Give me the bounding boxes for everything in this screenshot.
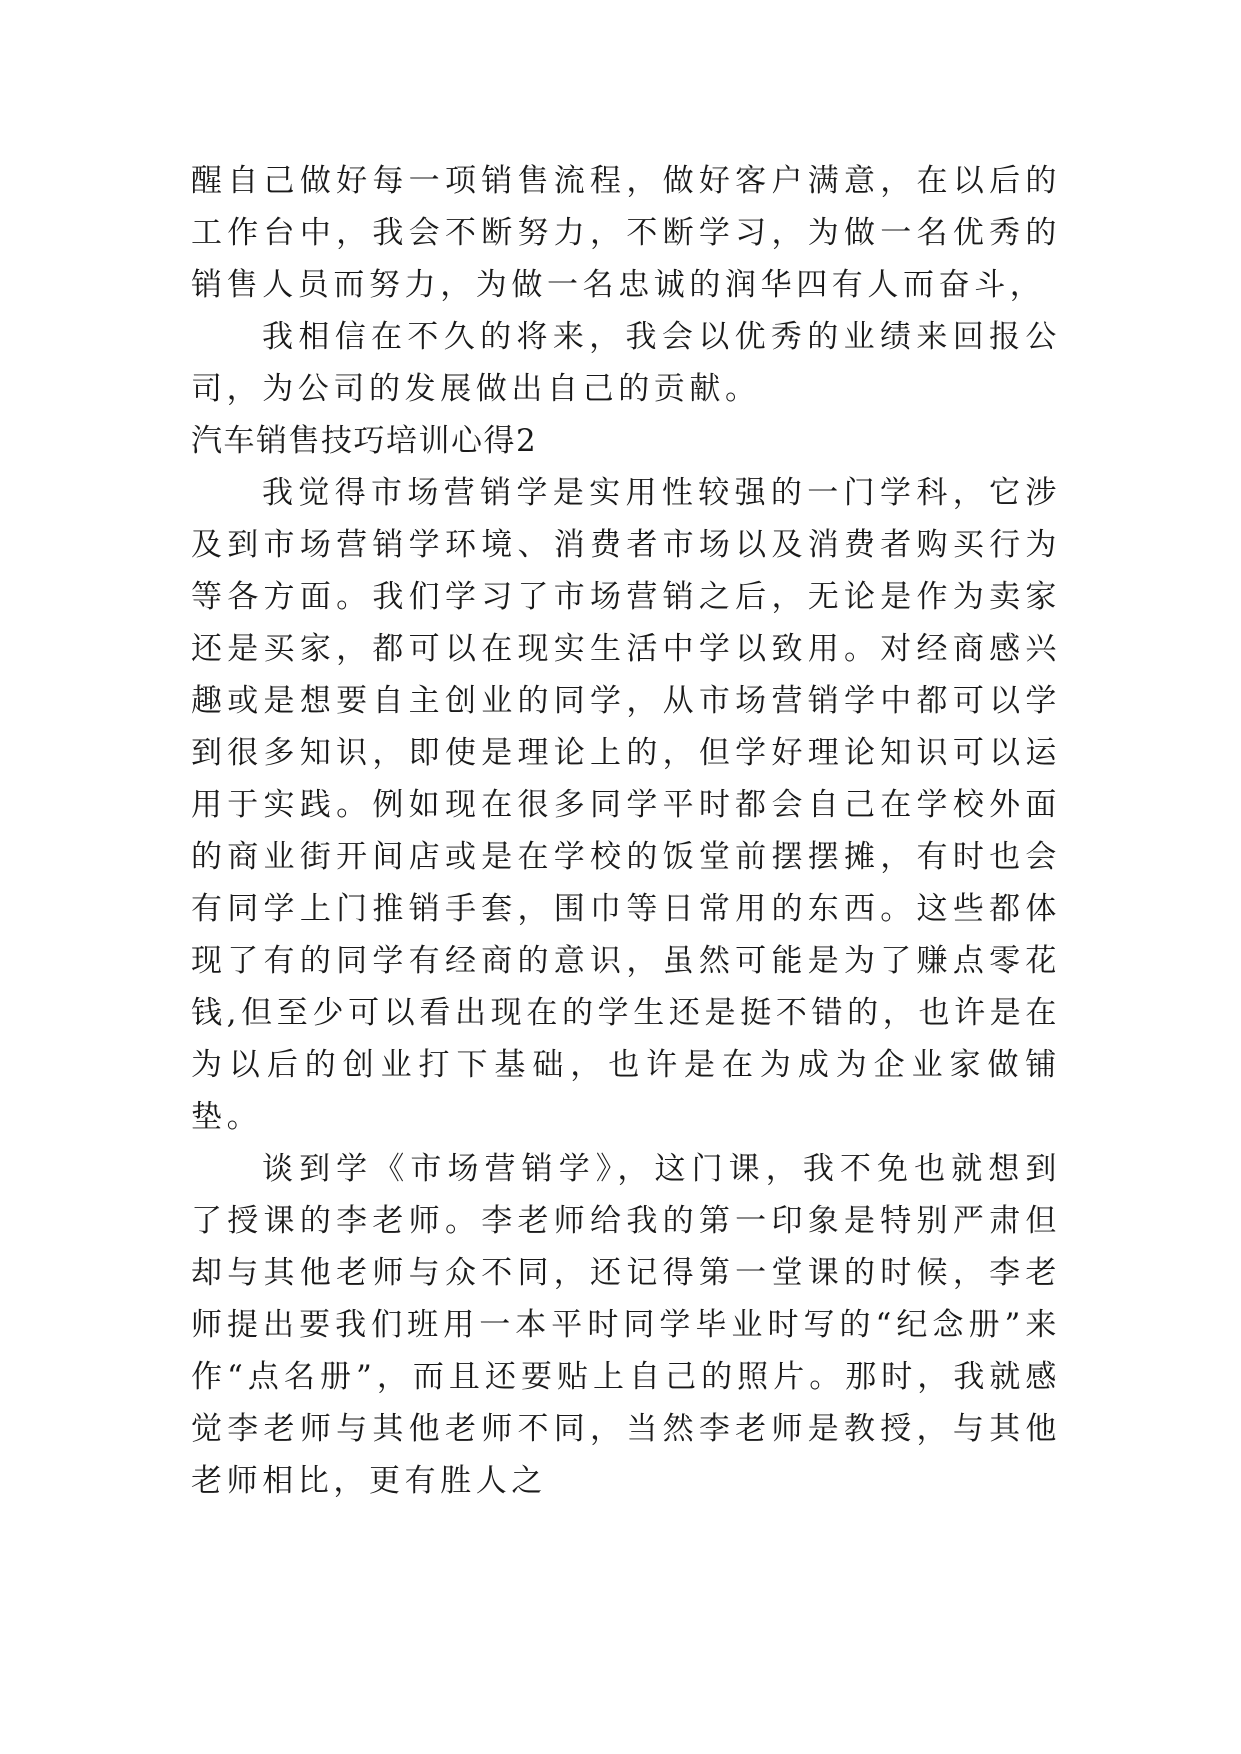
paragraph-closing: 我相信在不久的将来，我会以优秀的业绩来回报公司，为公司的发展做出自己的贡献。 [191,319,1061,407]
paragraph-marketing: 我觉得市场营销学是实用性较强的一门学科，它涉及到市场营销学环境、消费者市场以及消费者购买行为等各方面。我们学习了市场营销之后，无论是作为卖家还是买家，都可以在现实生活中学以致用。对经商感兴趣或是想要自主创业的同学，从市场营销学中都可以学到很多知识，即使是理论上的，但学好理论知识可以运用于实践。例如现在很多同学平时都会自己在学校外面的商业街开间店或是在学校的饭堂前摆摆摊，有时也会有同学上门推销手套，围巾等日常用的东西。这些都体现了有的同学有经商的意识，虽然可能是为了赚点零花钱,但至少可以看出现在的学生还是挺不错的，也许是在为以后的创业打下基础，也许是在为成为企业家做铺垫。 [191,475,1061,1135]
paragraph-continuation: 醒自己做好每一项销售流程，做好客户满意，在以后的工作台中，我会不断努力，不断学习，为做一名优秀的销售人员而努力，为做一名忠诚的润华四有人而奋斗， [191,163,1061,303]
paragraph-teacher: 谈到学《市场营销学》，这门课，我不免也就想到了授课的李老师。李老师给我的第一印象是特别严肃但却与其他老师与众不同，还记得第一堂课的时候，李老师提出要我们班用一本平时同学毕业时写的“纪念册”来作“点名册”，而且还要贴上自己的照片。那时，我就感觉李老师与其他老师不同，当然李老师是教授，与其他老师相比，更有胜人之 [191,1151,1061,1499]
document-body [191,155,1061,1507]
section-heading: 汽车销售技巧培训心得2 [191,423,538,459]
